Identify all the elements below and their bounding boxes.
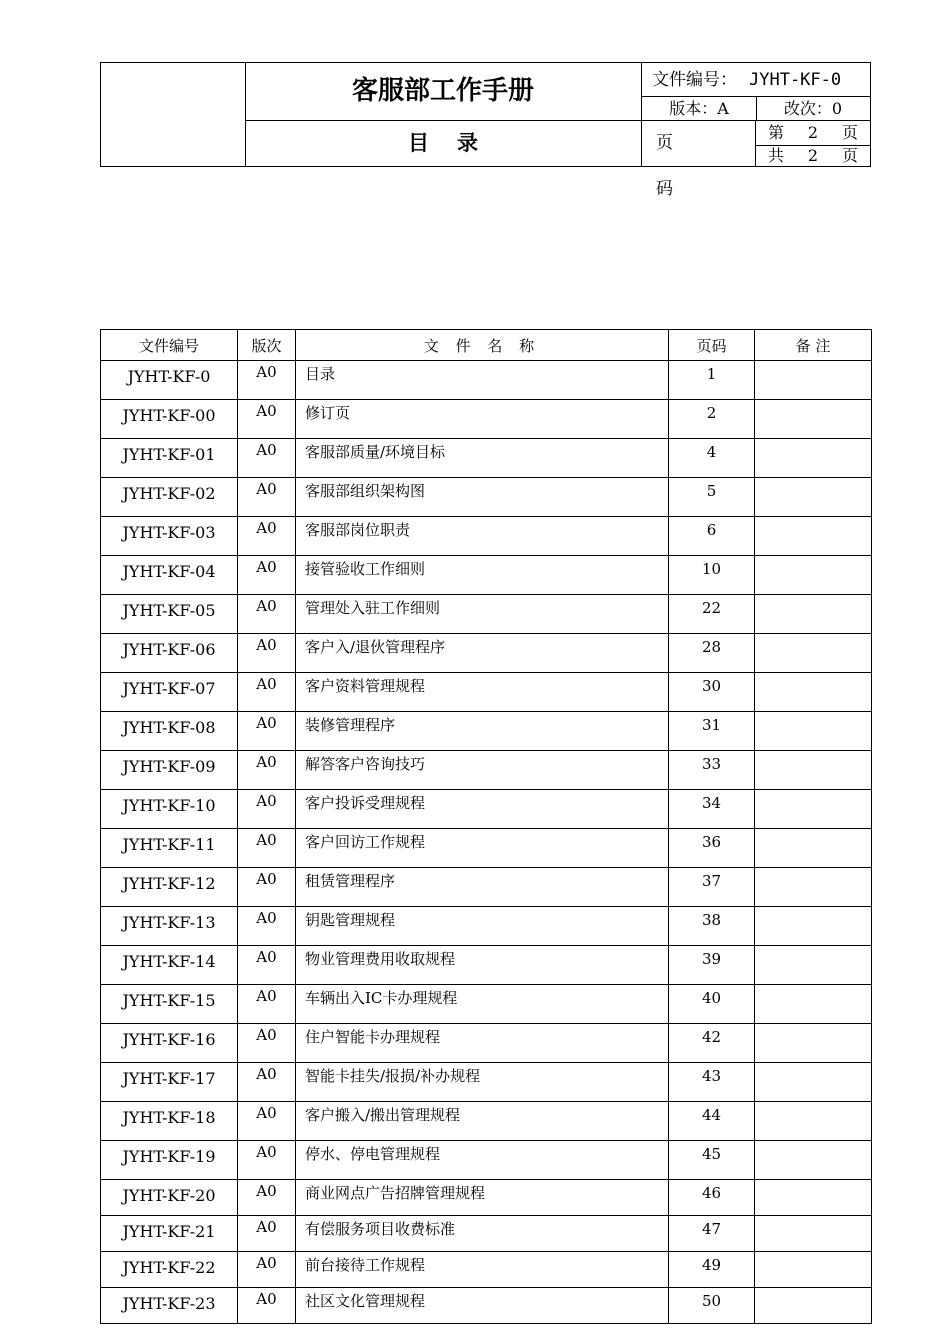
doc-name-cell: 车辆出入IC卡办理规程 — [296, 985, 669, 1024]
page-number-cell: 28 — [669, 634, 755, 673]
table-row — [101, 673, 872, 712]
page-total-cell — [756, 145, 870, 166]
doc-name-cell: 管理处入驻工作细则 — [296, 595, 669, 634]
contents-table — [100, 329, 872, 1324]
column-header-note: 备 注 — [755, 330, 872, 361]
version-cell: A0 — [238, 478, 296, 517]
doc-number-cell: JYHT-KF-12 — [101, 868, 238, 907]
table-row — [101, 751, 872, 790]
version-cell: A0 — [238, 361, 296, 400]
page-total-suffix: 页 — [842, 146, 859, 165]
version-cell: A0 — [238, 400, 296, 439]
note-cell — [755, 985, 872, 1024]
page-number-cell: 5 — [669, 478, 755, 517]
page-total-prefix: 共 — [767, 146, 784, 165]
page-label-cell: 页码 — [642, 120, 756, 166]
table-row — [101, 868, 872, 907]
table-row — [101, 1063, 872, 1102]
manual-title: 客服部工作手册 — [245, 63, 642, 121]
note-cell — [755, 1141, 872, 1180]
page-current-prefix: 第 — [767, 123, 784, 142]
doc-number-cell: JYHT-KF-18 — [101, 1102, 238, 1141]
note-cell — [755, 907, 872, 946]
version-cell: 版本：A — [642, 97, 757, 121]
doc-number-cell: JYHT-KF-05 — [101, 595, 238, 634]
note-cell — [755, 1252, 872, 1288]
table-body — [101, 361, 872, 1324]
table-row — [101, 829, 872, 868]
page-total-number: 2 — [807, 146, 819, 165]
table-row — [101, 1252, 872, 1288]
page-current-cell — [756, 120, 870, 146]
version-cell: A0 — [238, 517, 296, 556]
page-number-cell: 39 — [669, 946, 755, 985]
table-row — [101, 790, 872, 829]
version-cell: A0 — [238, 829, 296, 868]
doc-name-cell: 客户资料管理规程 — [296, 673, 669, 712]
doc-number-cell: JYHT-KF-10 — [101, 790, 238, 829]
page-number-cell: 46 — [669, 1180, 755, 1216]
note-cell — [755, 751, 872, 790]
table-header-row — [101, 330, 872, 361]
table-row — [101, 595, 872, 634]
table-row — [101, 712, 872, 751]
table-row — [101, 985, 872, 1024]
version-cell: A0 — [238, 907, 296, 946]
note-cell — [755, 556, 872, 595]
table-row — [101, 1288, 872, 1324]
page-number-cell: 37 — [669, 868, 755, 907]
version-cell: A0 — [238, 1063, 296, 1102]
page-number-cell: 33 — [669, 751, 755, 790]
note-cell — [755, 517, 872, 556]
doc-number-cell: JYHT-KF-08 — [101, 712, 238, 751]
doc-name-cell: 前台接待工作规程 — [296, 1252, 669, 1288]
page-number-cell: 36 — [669, 829, 755, 868]
version-cell: A0 — [238, 1102, 296, 1141]
version-cell: A0 — [238, 1216, 296, 1252]
doc-number-cell: JYHT-KF-01 — [101, 439, 238, 478]
doc-name-cell: 目录 — [296, 361, 669, 400]
doc-name-cell: 有偿服务项目收费标准 — [296, 1216, 669, 1252]
note-cell — [755, 1180, 872, 1216]
doc-number-cell: JYHT-KF-19 — [101, 1141, 238, 1180]
page-number-cell: 4 — [669, 439, 755, 478]
table-row — [101, 400, 872, 439]
doc-name-cell: 租赁管理程序 — [296, 868, 669, 907]
page-number-cell: 1 — [669, 361, 755, 400]
note-cell — [755, 439, 872, 478]
version-cell: A0 — [238, 556, 296, 595]
section-title: 目录 — [245, 120, 642, 166]
doc-number-value: JYHT-KF-0 — [749, 70, 842, 90]
doc-number-cell: JYHT-KF-15 — [101, 985, 238, 1024]
page-number-cell: 34 — [669, 790, 755, 829]
doc-name-cell: 停水、停电管理规程 — [296, 1141, 669, 1180]
version-cell: A0 — [238, 673, 296, 712]
doc-name-cell: 客服部质量/环境目标 — [296, 439, 669, 478]
logo-cell — [101, 63, 246, 166]
doc-name-cell: 接管验收工作细则 — [296, 556, 669, 595]
doc-name-cell: 智能卡挂失/报损/补办规程 — [296, 1063, 669, 1102]
doc-name-cell: 客服部岗位职责 — [296, 517, 669, 556]
doc-name-cell: 住户智能卡办理规程 — [296, 1024, 669, 1063]
doc-name-cell: 客服部组织架构图 — [296, 478, 669, 517]
table-row — [101, 946, 872, 985]
note-cell — [755, 595, 872, 634]
doc-number-cell: JYHT-KF-14 — [101, 946, 238, 985]
doc-number-cell: JYHT-KF-04 — [101, 556, 238, 595]
doc-number-cell: JYHT-KF-17 — [101, 1063, 238, 1102]
table-row — [101, 1180, 872, 1216]
doc-number-cell: JYHT-KF-21 — [101, 1216, 238, 1252]
doc-name-cell: 客户回访工作规程 — [296, 829, 669, 868]
version-cell: A0 — [238, 790, 296, 829]
doc-name-cell: 社区文化管理规程 — [296, 1288, 669, 1324]
page-number-cell: 2 — [669, 400, 755, 439]
doc-number-cell: JYHT-KF-20 — [101, 1180, 238, 1216]
note-cell — [755, 400, 872, 439]
column-header-version: 版次 — [238, 330, 296, 361]
version-cell: A0 — [238, 595, 296, 634]
page-number-cell: 42 — [669, 1024, 755, 1063]
table-row — [101, 478, 872, 517]
doc-name-cell: 钥匙管理规程 — [296, 907, 669, 946]
revision-cell: 改次：0 — [756, 97, 870, 121]
doc-number-cell: JYHT-KF-13 — [101, 907, 238, 946]
doc-number-cell: JYHT-KF-00 — [101, 400, 238, 439]
doc-number-cell: JYHT-KF-02 — [101, 478, 238, 517]
page-current-number: 2 — [807, 123, 819, 142]
doc-number-cell: JYHT-KF-03 — [101, 517, 238, 556]
note-cell — [755, 361, 872, 400]
doc-number-cell: JYHT-KF-22 — [101, 1252, 238, 1288]
note-cell — [755, 634, 872, 673]
version-cell: A0 — [238, 868, 296, 907]
doc-name-cell: 客户投诉受理规程 — [296, 790, 669, 829]
doc-number-cell: JYHT-KF-16 — [101, 1024, 238, 1063]
page-number-cell: 10 — [669, 556, 755, 595]
note-cell — [755, 1024, 872, 1063]
page-number-cell: 43 — [669, 1063, 755, 1102]
doc-number-cell: JYHT-KF-06 — [101, 634, 238, 673]
doc-name-cell: 装修管理程序 — [296, 712, 669, 751]
version-cell: A0 — [238, 1141, 296, 1180]
note-cell — [755, 712, 872, 751]
doc-name-cell: 商业网点广告招牌管理规程 — [296, 1180, 669, 1216]
version-cell: A0 — [238, 1024, 296, 1063]
column-header-doc-no: 文件编号 — [101, 330, 238, 361]
note-cell — [755, 829, 872, 868]
doc-number-cell: JYHT-KF-0 — [101, 361, 238, 400]
table-row — [101, 634, 872, 673]
page-number-cell: 30 — [669, 673, 755, 712]
version-cell: A0 — [238, 751, 296, 790]
table-row — [101, 439, 872, 478]
table-row — [101, 1102, 872, 1141]
document-header — [100, 62, 871, 199]
doc-number-cell — [642, 63, 870, 97]
doc-number-cell: JYHT-KF-07 — [101, 673, 238, 712]
page-number-cell: 22 — [669, 595, 755, 634]
note-cell — [755, 868, 872, 907]
page-number-cell: 45 — [669, 1141, 755, 1180]
version-cell: A0 — [238, 634, 296, 673]
version-cell: A0 — [238, 439, 296, 478]
page-number-cell: 40 — [669, 985, 755, 1024]
page-number-cell: 50 — [669, 1288, 755, 1324]
version-cell: A0 — [238, 1180, 296, 1216]
page-number-cell: 38 — [669, 907, 755, 946]
version-cell: A0 — [238, 712, 296, 751]
doc-number-cell: JYHT-KF-11 — [101, 829, 238, 868]
note-cell — [755, 946, 872, 985]
doc-name-cell: 客户搬入/搬出管理规程 — [296, 1102, 669, 1141]
doc-number-label: 文件编号： — [652, 70, 737, 90]
doc-name-cell: 客户入/退伙管理程序 — [296, 634, 669, 673]
doc-name-cell: 物业管理费用收取规程 — [296, 946, 669, 985]
column-header-doc-name: 文 件 名 称 — [296, 330, 669, 361]
table-row — [101, 517, 872, 556]
page-current-suffix: 页 — [842, 123, 859, 142]
note-cell — [755, 1063, 872, 1102]
version-cell: A0 — [238, 1288, 296, 1324]
version-cell: A0 — [238, 985, 296, 1024]
column-header-page: 页码 — [669, 330, 755, 361]
version-cell: A0 — [238, 946, 296, 985]
table-row — [101, 1024, 872, 1063]
page-number-cell: 49 — [669, 1252, 755, 1288]
page-number-cell: 31 — [669, 712, 755, 751]
page-number-cell: 44 — [669, 1102, 755, 1141]
page-number-cell: 6 — [669, 517, 755, 556]
doc-number-cell: JYHT-KF-09 — [101, 751, 238, 790]
table-row — [101, 1216, 872, 1252]
note-cell — [755, 673, 872, 712]
table-row — [101, 1141, 872, 1180]
page-number-cell: 47 — [669, 1216, 755, 1252]
table-row — [101, 361, 872, 400]
doc-name-cell: 解答客户咨询技巧 — [296, 751, 669, 790]
doc-name-cell: 修订页 — [296, 400, 669, 439]
note-cell — [755, 1216, 872, 1252]
doc-number-cell: JYHT-KF-23 — [101, 1288, 238, 1324]
table-row — [101, 556, 872, 595]
note-cell — [755, 1288, 872, 1324]
version-cell: A0 — [238, 1252, 296, 1288]
table-row — [101, 907, 872, 946]
note-cell — [755, 478, 872, 517]
note-cell — [755, 790, 872, 829]
note-cell — [755, 1102, 872, 1141]
